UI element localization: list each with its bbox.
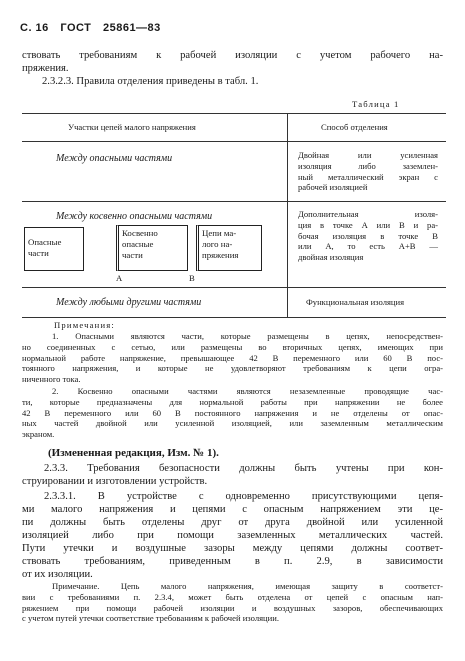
table-caption: Таблица 1: [352, 99, 400, 109]
low-voltage-circuits-box: Цепи ма- лого на- пряжения: [196, 225, 262, 271]
row2-right: Дополнительная изоля- ция в точке А или В и ра- бочая изоляция в точке В или А, то есть А+В — двойная изоляция: [298, 209, 438, 263]
row3-left: Между любыми другими частями: [56, 297, 202, 308]
table-1: [22, 113, 446, 318]
intro-line-2: пряжения.: [22, 63, 69, 74]
page-number: С. 16: [20, 22, 49, 34]
amendment-note: (Измененная редакция, Изм. № 1).: [48, 447, 219, 459]
row2-left: Между косвенно опасными частями: [56, 211, 213, 222]
point-a-label: А: [116, 273, 123, 283]
intro-line-3: 2.3.2.3. Правила отделения приведены в табл. 1.: [42, 76, 259, 87]
note-2: 2. Косвенно опасными частями являются незаземленные проводящие час- ти, которые предназначены для нормальной работы при напряжении не более 42 В переменного или 60 В постоянного напряжения и не отделены от опас- ных частей двойной или усиленной изоляцией, или заземленным металлическим экраном.: [22, 386, 443, 440]
intro-line-1: ствовать требованиям к рабочей изоляции с учетом рабочего на-: [22, 50, 443, 61]
final-note: Примечание. Цепь малого напряжения, имеющая защиту в соответст- вии с требованиями п. 2.3.4, может быть отделена от цепей с опасным нап- ряжением при помощи рабочей изоляции и воздушных зазоров, обеспечивающих с учетом путей утечки соответствие требованиям к рабочей изоляции.: [22, 581, 443, 624]
indirectly-dangerous-box: Косвенно опасные части: [116, 225, 188, 271]
row1-left: Между опасными частями: [56, 153, 173, 164]
page-header: [20, 22, 169, 34]
col2-header: Способ отделения: [321, 122, 388, 132]
standard-label: ГОСТ: [60, 22, 92, 34]
row1-right: Двойная или усиленная изоляция либо заземлен- ный металлический экран с рабочей изоляцией: [298, 150, 438, 193]
notes-title: Примечания:: [54, 320, 116, 330]
col1-header: Участки цепей малого напряжения: [68, 122, 196, 132]
point-b-label: В: [189, 273, 195, 283]
clause-2-3-3-1: 2.3.3.1. В устройстве с одновременно присутствующими цепя- ми малого напряжения и цепями с опасным напряжением эти це- пи должны быть отделены друг от друга двойной или усиленной изоляцией либо при помощи заземленных металлических частей. Пути утечки и воздушные зазоры между цепями должны соответ- ствовать требованиям, приведенным в п. 2.9, в зависимости от их изоляции.: [22, 491, 443, 580]
note-1: 1. Опасными являются части, которые размещены в цепях, непосредствен- но соединенных с сетью, или размещены во вторичных цепях, имеющих при нормальной работе напряжение, превышающее 42 В переменного или 60 В пос- тоянного напряжения, и которые не удовлетворяют требованиям к цепи огра- ниченного тока.: [22, 331, 443, 385]
row3-right: Функциональная изоляция: [306, 297, 405, 307]
standard-number: 25861—83: [102, 22, 161, 34]
dangerous-parts-box: Опасные части: [24, 227, 84, 271]
clause-2-3-3: 2.3.3. Требования безопасности должны быть учтены при кон- струировании и изготовлении устройств.: [22, 463, 443, 487]
